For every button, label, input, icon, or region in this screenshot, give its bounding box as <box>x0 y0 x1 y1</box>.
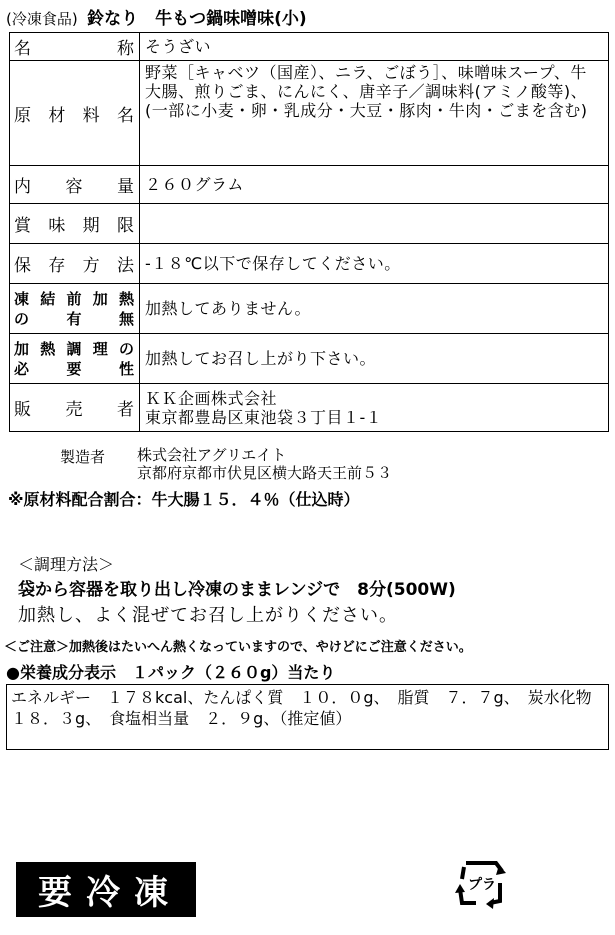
row-value-ingredients: 野菜［キャベツ（国産）、ニラ、ごぼう］、味噌味スープ、牛大腸、煎りごま、にんにく、唐辛子／調味料(アミノ酸等)、(一部に小麦・卵・乳成分・大豆・豚肉・牛肉・ごまを含む) <box>140 61 609 166</box>
cooking-instruction-2: 加熱し、よく混ぜてお召し上がりください。 <box>18 605 398 626</box>
table-row <box>10 244 609 284</box>
manufacturer-address: 京都府京都市伏見区横大路天王前５３ <box>137 464 393 482</box>
row-value-best-before <box>140 204 609 244</box>
caution-note: ＜ご注意＞加熱後はたいへん熱くなっていますので、やけどにご注意ください。 <box>4 640 472 655</box>
manufacturer-info <box>137 446 392 482</box>
cooking-heading: ＜調理方法＞ <box>18 555 115 574</box>
cooking-instruction-1: 袋から容器を取り出し冷凍のままレンジで 8分(500W) <box>18 580 456 600</box>
row-key-cooking-need-line1: 加熱調理の <box>14 339 135 358</box>
table-row <box>10 384 609 432</box>
keep-frozen-badge: 要冷凍 <box>16 862 196 917</box>
table-row <box>10 334 609 384</box>
row-key-seller: 販売者 <box>10 384 140 432</box>
table-row <box>10 204 609 244</box>
product-name: 鈴なり 牛もつ鍋味噌味(小) <box>87 9 307 29</box>
manufacturer-name: 株式会社アグリエイト <box>137 446 287 464</box>
product-category: (冷凍食品) <box>6 10 78 28</box>
nutrition-values: エネルギー １７８kcal、たんぱく質 １０．０g、 脂質 ７．７g、 炭水化物 １８．３g、 食塩相当量 ２．９g、（推定値） <box>11 688 608 728</box>
plastic-recycle-icon <box>452 853 510 911</box>
row-key-preheating-line2: の有無 <box>14 309 135 328</box>
seller-address: 東京都豊島区東池袋３丁目１-１ <box>145 407 383 427</box>
seller-name: ＫＫ企画株式会社 <box>145 388 278 408</box>
table-row <box>10 284 609 334</box>
table-row <box>10 61 609 166</box>
row-key-storage: 保存方法 <box>10 244 140 284</box>
row-key-name: 名称 <box>10 33 140 61</box>
row-key-cooking-need <box>10 334 140 384</box>
recycle-mark-text: プラ <box>468 877 496 893</box>
row-key-preheating <box>10 284 140 334</box>
table-row <box>10 33 609 61</box>
row-value-name: そうざい <box>140 33 609 61</box>
row-key-preheating-line1: 凍結前加熱 <box>14 289 135 308</box>
nutrition-box <box>6 684 609 750</box>
food-label-table <box>9 32 609 432</box>
row-value-storage: -１８℃以下で保存してください。 <box>140 244 609 284</box>
row-value-cooking-need: 加熱してお召し上がり下さい。 <box>140 334 609 384</box>
row-key-quantity: 内容量 <box>10 166 140 204</box>
nutrition-heading: ●栄養成分表示 １パック（２６０g）当たり <box>6 663 336 682</box>
table-row <box>10 166 609 204</box>
row-value-preheating: 加熱してありません。 <box>140 284 609 334</box>
manufacturer-label: 製造者 <box>60 448 106 466</box>
ingredient-ratio-note: ※原材料配合割合：牛大腸１５．４％（仕込時） <box>8 490 360 509</box>
row-key-ingredients: 原材料名 <box>10 61 140 166</box>
row-value-quantity: ２６０グラム <box>140 166 609 204</box>
product-title <box>6 4 307 29</box>
row-value-seller <box>140 384 609 432</box>
row-key-best-before: 賞味期限 <box>10 204 140 244</box>
row-key-cooking-need-line2: 必要性 <box>14 359 135 378</box>
